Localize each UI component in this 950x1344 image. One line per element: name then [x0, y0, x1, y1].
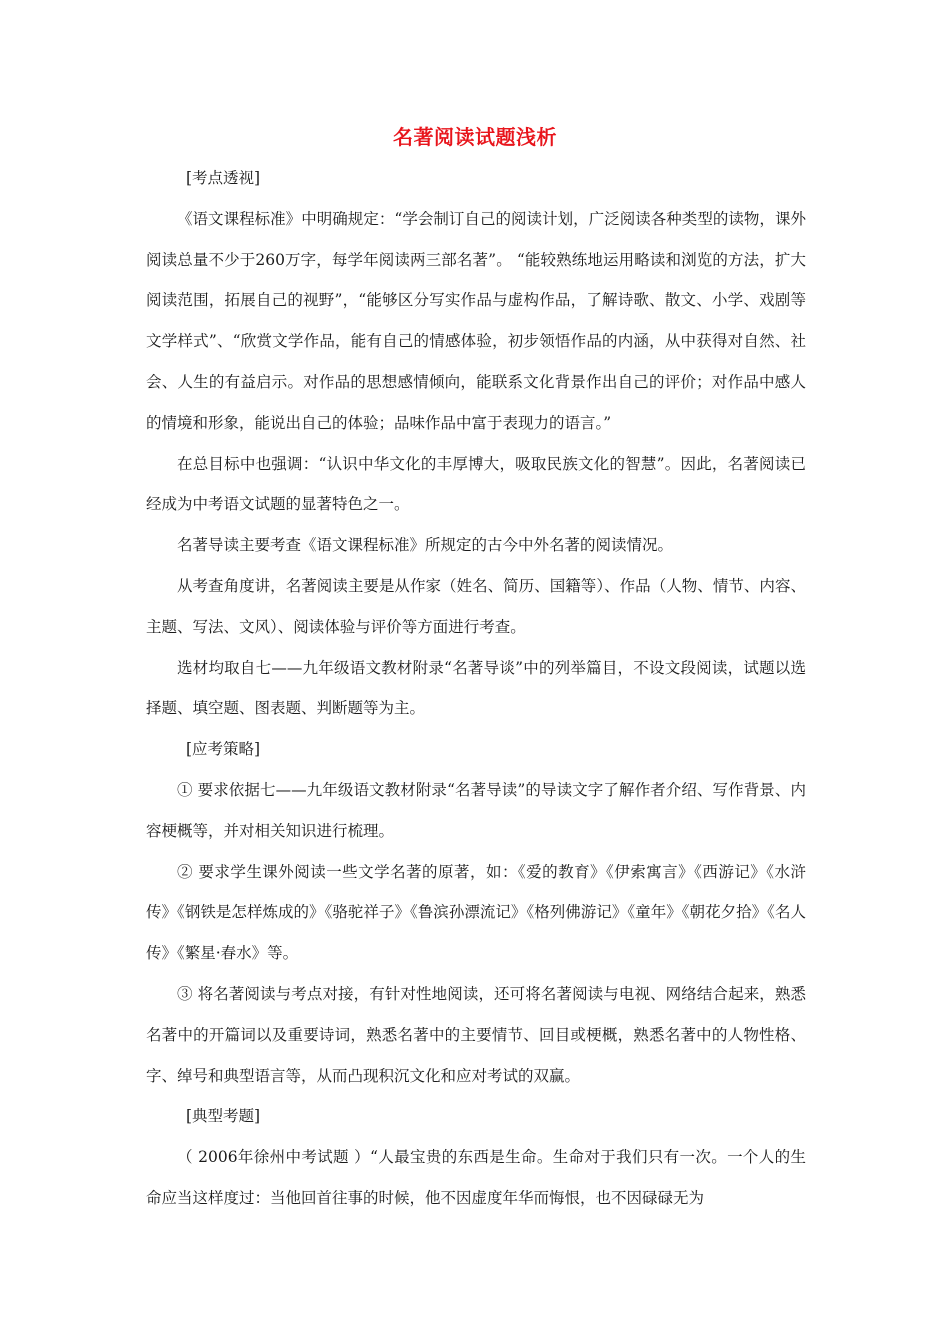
- paragraph: 名著导读主要考查《语文课程标准》所规定的古今中外名著的阅读情况。: [177, 536, 674, 555]
- strategy-item: ① 要求依据七——九年级语文教材附录“名著导读”的导读文字了解作者介绍、写作背景、内容梗概等，并对相关知识进行梳理。: [146, 780, 806, 840]
- paragraph: 在总目标中也强调：“认识中华文化的丰厚博大，吸取民族文化的智慧”。因此，名著阅读已经成为中考语文试题的显著特色之一。: [146, 454, 806, 514]
- section-heading-kaodian: [考点透视]: [186, 169, 261, 187]
- strategy-item: ③ 将名著阅读与考点对接，有针对性地阅读，还可将名著阅读与电视、网络结合起来，熟悉名著中的开篇词以及重要诗词，熟悉名著中的主要情节、回目或梗概，熟悉名著中的人物性格、字、绰号和典型语言等，从而凸现积沉文化和应对考试的双赢。: [146, 984, 806, 1085]
- paragraph: 从考查角度讲，名著阅读主要是从作家（姓名、简历、国籍等）、作品（人物、情节、内容、主题、写法、文风）、阅读体验与评价等方面进行考查。: [146, 576, 806, 636]
- strategy-item: ② 要求学生课外阅读一些文学名著的原著，如：《爱的教育》《伊索寓言》《西游记》《水浒传》《钢铁是怎样炼成的》《骆驼祥子》《鲁滨孙漂流记》《格列佛游记》《童年》《朝花夕拾》《名人传》《繁星·春水》等。: [146, 862, 806, 963]
- paragraph: 《语文课程标准》中明确规定：“学会制订自己的阅读计划，广泛阅读各种类型的读物，课外阅读总量不少于260万字，每学年阅读两三部名著”。 “能较熟练地运用略读和浏览的方法，扩大阅读范围，拓展自己的视野”，“能够区分写实作品与虚构作品，了解诗歌、散文、小学、戏剧等文学样式”、“欣赏文学作品，能有自己的情感体验，初步领悟作品的内涵，从中获得对自然、社会、人生的有益启示。对作品的思想感情倾向，能联系文化背景作出自己的评价；对作品中感人的情境和形象，能说出自己的体验；品味作品中富于表现力的语言。”: [146, 209, 806, 432]
- paragraph: 选材均取自七——九年级语文教材附录“名著导谈”中的列举篇目，不设文段阅读，试题以选择题、填空题、图表题、判断题等为主。: [146, 658, 806, 718]
- document-body: [146, 158, 806, 1219]
- document-title: 名著阅读试题浅析: [393, 125, 557, 149]
- section-heading-yingkao: [应考策略]: [186, 740, 261, 759]
- question-paragraph: （ 2006年徐州中考试题 ）“人最宝贵的东西是生命。生命对于我们只有一次。一个人的生命应当这样度过：当他回首往事的时候，他不因虚度年华而悔恨，也不因碌碌无为: [146, 1148, 806, 1207]
- section-heading-dianxing: [典型考题]: [186, 1107, 261, 1126]
